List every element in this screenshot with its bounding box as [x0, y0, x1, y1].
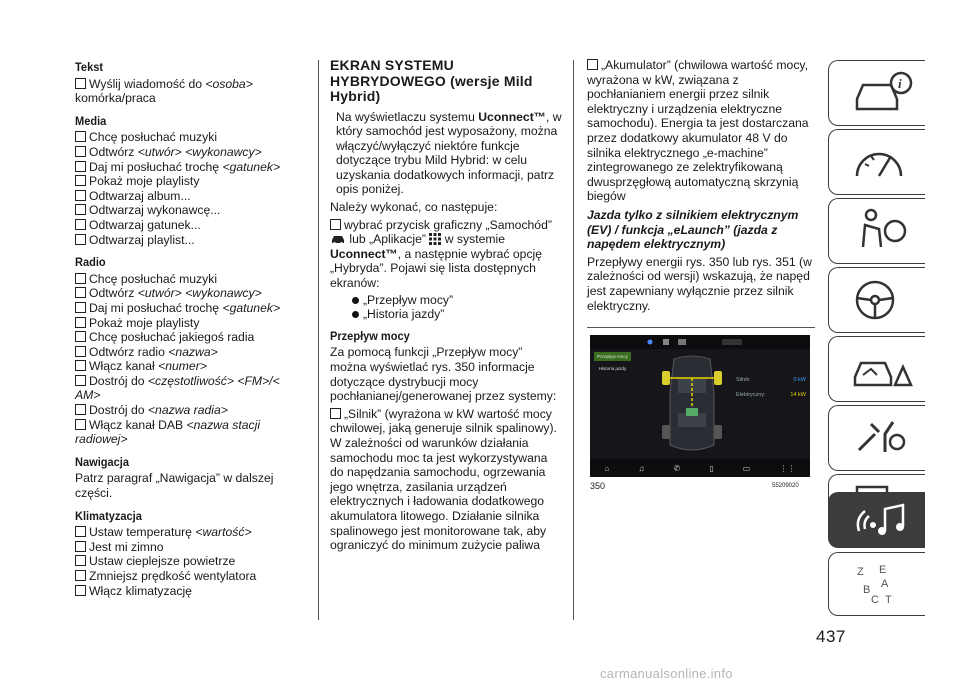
checkbox-icon — [75, 317, 86, 328]
steering-wheel-icon — [851, 276, 915, 322]
hybrid-screen-figure — [590, 335, 810, 477]
tab-car-info[interactable] — [828, 60, 925, 126]
list-item: Odtwarzaj wykonawcę... — [75, 203, 300, 218]
music-icon[interactable]: ♫ — [638, 463, 645, 473]
tab-index[interactable] — [828, 552, 925, 616]
checkbox-icon — [75, 526, 86, 537]
list-klimatyzacja — [75, 525, 300, 598]
screen-bottom-bar — [590, 459, 810, 477]
list-media — [75, 130, 300, 247]
checkbox-icon — [75, 375, 86, 386]
paragraph-steps-intro: Należy wykonać, co następuje: — [330, 200, 498, 215]
list-item: Odtwórz <utwór> <wykonawcy> — [75, 145, 300, 160]
status-icons — [590, 335, 810, 349]
list-tekst — [75, 77, 300, 106]
checkbox-icon — [75, 302, 86, 313]
list-item: Dostrój do <nazwa radia> — [75, 403, 300, 418]
column-divider — [573, 60, 574, 620]
checkbox-icon — [75, 360, 86, 371]
watermark: carmanualsonline.info — [600, 666, 733, 681]
heading-ev-mode: Jazda tylko z silnikiem elektrycznym (EV) / funkcja „eLaunch” (jazda z napędem elektrycznym) — [587, 207, 799, 252]
car-topview-icon — [652, 353, 732, 457]
list-item: Odtwarzaj gatunek... — [75, 218, 300, 233]
maintenance-icon — [851, 414, 915, 460]
checkbox-icon — [330, 408, 341, 419]
list-item: Daj mi posłuchać trochę <gatunek> — [75, 160, 300, 175]
car-icon — [330, 233, 346, 245]
tab-warnings[interactable] — [828, 336, 925, 402]
car-icon[interactable]: ▭ — [742, 463, 751, 473]
list-item: Chcę posłuchać jakiegoś radia — [75, 330, 300, 345]
bullet-item: „Przepływ mocy” — [330, 293, 562, 308]
nawigacja-text: Patrz paragraf „Nawigacja” w dalszej części. — [75, 471, 274, 501]
checkbox-icon — [75, 287, 86, 298]
checkbox-icon — [75, 331, 86, 342]
list-item: Pokaż moje playlisty — [75, 316, 300, 331]
home-icon[interactable]: ⌂ — [604, 463, 610, 473]
checkbox-icon — [587, 59, 598, 70]
list-item: Ustaw temperaturę <wartość> — [75, 525, 300, 540]
checkbox-icon — [75, 204, 86, 215]
subheading-power-flow: Przepływ mocy — [330, 328, 410, 343]
figure-code: 55209020 — [772, 483, 799, 489]
checkbox-icon — [75, 190, 86, 201]
section-heading-media: Media — [75, 113, 107, 128]
dashboard-icon — [851, 138, 915, 184]
phone-icon[interactable]: ✆ — [673, 463, 681, 473]
checkbox-icon — [75, 541, 86, 552]
paragraph-battery: „Akumulator” (chwilowa wartość mocy, wyrażona w kW, związana z pochłanianiem energii przez silnik elektryczny i urządzenia elektryczne samochodu). Energia ta jest dostarczana przez dodatkowy akumulator 48 V do silnika elektrycznego „e-machine” zintegrowanego ze zelektryfikowaną dwusprzęgłową automatyczną skrzynią biegów — [587, 58, 809, 204]
car-info-icon — [851, 69, 915, 115]
svg-text:E: E — [879, 564, 887, 576]
screen-status-bar — [590, 335, 810, 349]
checkbox-icon — [75, 585, 86, 596]
apps-grid-icon — [429, 233, 441, 245]
list-radio — [75, 272, 300, 447]
list-item: Włącz kanał <numer> — [75, 359, 300, 374]
list-item: Odtwórz <utwór> <wykonawcy> — [75, 286, 300, 301]
column-right — [587, 58, 817, 313]
svg-text:C: C — [871, 594, 879, 606]
mobile-icon[interactable]: ▯ — [709, 463, 714, 473]
svg-text:i: i — [898, 76, 902, 91]
svg-text:B: B — [863, 584, 871, 596]
checkbox-icon — [75, 404, 86, 415]
menu-item-driving-history[interactable]: Historia jazdy — [598, 366, 627, 372]
checkbox-icon — [75, 570, 86, 581]
tab-driving[interactable] — [828, 267, 925, 333]
tab-multimedia[interactable] — [828, 492, 925, 548]
paragraph-steps: wybrać przycisk graficzny „Samochód” lub „Aplikacje” w systemie Uconnect™, a następnie wybrać opcję „Hybryda”. Pojawi się lista dostępnych ekranów: — [330, 217, 552, 291]
paragraph-engine: „Silnik” (wyrażona w kW wartość mocy chwilowej, jaką generuje silnik spalinowy). W zależności od warunków działania samochodu moc ta jest wykorzystywana do napędzania samochodu, ogrzewania jego wnętrza, zasilania urządzeń elektrycznych i ładowania dodatkowego akumulatora litowego. Działanie silnika spalinowego jest monitorowane tak, aby ograniczyć do minimum zużycie paliwa — [330, 406, 557, 553]
list-item: Chcę posłuchać muzyki — [75, 272, 300, 287]
screen-menu — [594, 352, 631, 376]
power-values: Silnik: 0 kW Elektryczny: 14 kW — [736, 377, 806, 398]
section-heading-tekst: Tekst — [75, 60, 104, 74]
checkbox-icon — [75, 234, 86, 245]
checkbox-icon — [75, 555, 86, 566]
tab-dashboard[interactable] — [828, 129, 925, 195]
checkbox-icon — [75, 419, 86, 430]
figure-top-rule — [587, 327, 815, 328]
multimedia-icon — [851, 501, 915, 541]
svg-text:Z: Z — [857, 566, 864, 578]
checkbox-icon — [75, 131, 86, 142]
paragraph-power-flow: Za pomocą funkcji „Przepływ mocy” można wyświetlać rys. 350 informacje dotyczące dystrybucji mocy pochłanianej/generowanej przez systemy: — [330, 345, 557, 404]
checkbox-icon — [75, 146, 86, 157]
section-heading-klimatyzacja: Klimatyzacja — [75, 508, 142, 523]
list-item: Daj mi posłuchać trochę <gatunek> — [75, 301, 300, 316]
checkbox-icon — [75, 219, 86, 230]
list-item: Odtwarzaj playlist... — [75, 233, 300, 248]
checkbox-icon — [75, 78, 86, 89]
section-heading-nawigacja: Nawigacja — [75, 454, 130, 469]
safety-icon — [851, 207, 915, 253]
bullet-item: „Historia jazdy” — [330, 307, 562, 322]
list-item: Wyślij wiadomość do <osoba> komórka/praca — [75, 76, 253, 106]
list-item: Pokaż moje playlisty — [75, 174, 300, 189]
list-item: Włącz klimatyzację — [75, 584, 300, 599]
list-item: Dostrój do <częstotliwość> <FM>/< AM> — [75, 373, 280, 403]
column-left — [75, 58, 300, 598]
checkbox-icon — [75, 273, 86, 284]
paragraph-intro: Na wyświetlaczu systemu Uconnect™, w który samochód jest wyposażony, można włączyć/wyłączyć niektóre funkcje dotyczące trybu Mild Hybrid: w celu uzyskania dodatkowych informacji, patrz opis poniżej. — [336, 109, 562, 197]
column-divider — [318, 60, 319, 620]
section-title: EKRAN SYSTEMU HYBRYDOWEGO (wersje Mild Hybrid) — [330, 57, 533, 104]
tab-maintenance[interactable] — [828, 405, 925, 471]
list-item: Zmniejsz prędkość wentylatora — [75, 569, 300, 584]
column-middle — [330, 58, 562, 553]
section-heading-radio: Radio — [75, 255, 106, 270]
list-item: Odtwórz radio <nazwa> — [75, 345, 300, 360]
checkbox-icon — [330, 219, 341, 230]
checkbox-icon — [75, 161, 86, 172]
svg-text:A: A — [881, 578, 889, 590]
page-number: 437 — [816, 627, 846, 646]
checkbox-icon — [75, 346, 86, 357]
list-item: Włącz kanał DAB <nazwa stacji radiowej> — [75, 417, 261, 447]
warning-car-icon — [851, 345, 915, 391]
checkbox-icon — [75, 175, 86, 186]
index-alphabet-icon — [851, 561, 915, 607]
list-item: Chcę posłuchać muzyki — [75, 130, 300, 145]
menu-item-power-flow[interactable]: Przepływ mocy — [594, 352, 631, 361]
apps-icon[interactable]: ⋮⋮ — [779, 463, 796, 473]
tab-safety[interactable] — [828, 198, 925, 264]
list-item: Ustaw cieplejsze powietrze — [75, 554, 300, 569]
list-item: Jest mi zimno — [75, 540, 300, 555]
paragraph-ev-mode: Przepływy energii rys. 350 lub rys. 351 (w zależności od wersji) wskazują, że napęd jest zapewniany wyłącznie przez silnik elektryczny. — [587, 254, 812, 313]
figure-number: 350 — [590, 481, 606, 491]
list-item: Odtwarzaj album... — [75, 189, 300, 204]
svg-text:T: T — [885, 594, 892, 606]
